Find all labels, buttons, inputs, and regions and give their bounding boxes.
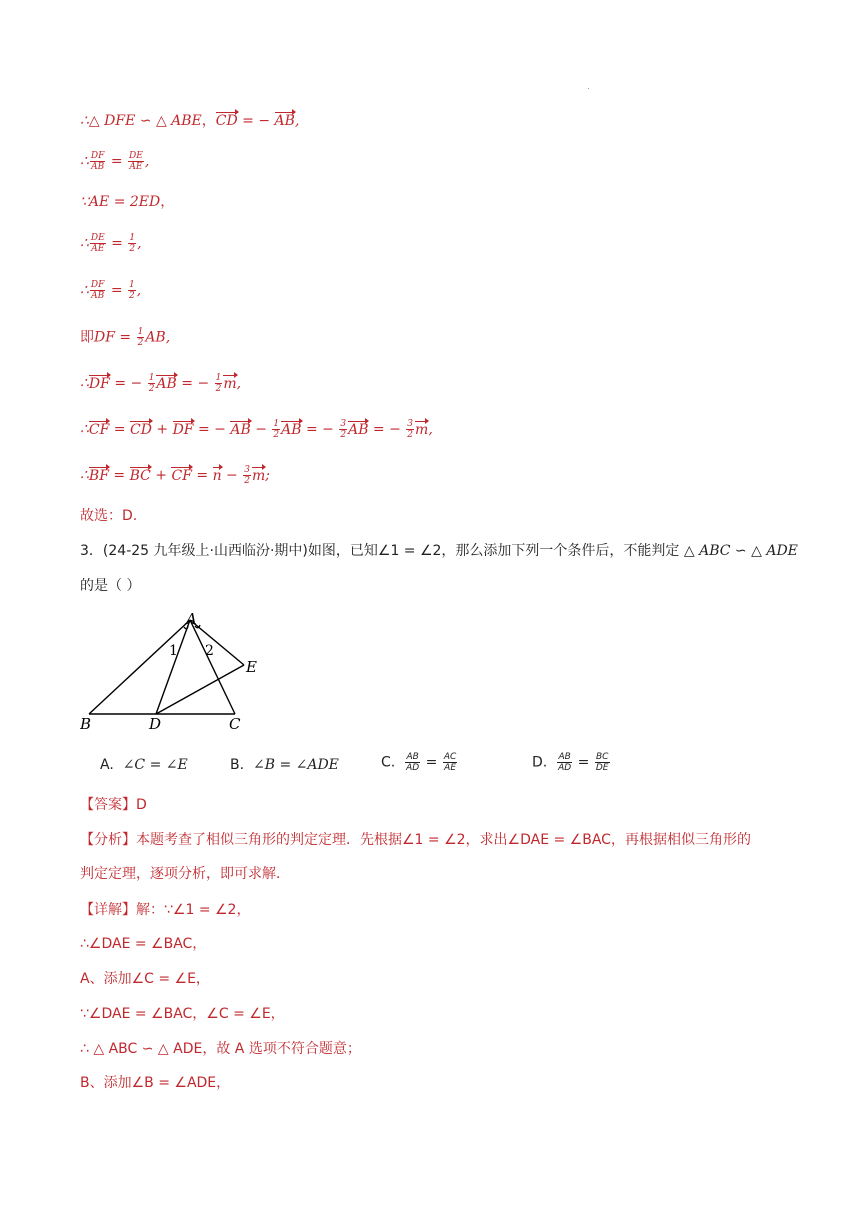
option-b: B. ∠B = ∠ADE bbox=[230, 757, 339, 773]
solution-line-2: ∴ $\frac{DF}{AB}$ = $\frac{DE}{AE}$ , bbox=[80, 151, 150, 172]
label-c: C bbox=[229, 715, 241, 733]
solution-line-6: 即DF = $\frac{1}{2}$ AB, bbox=[80, 327, 171, 348]
line-ab bbox=[89, 620, 190, 714]
detail-line-3: A、添加∠C = ∠E， bbox=[80, 971, 210, 987]
question-line-1: 3．(24-25 九年级上·山西临汾·期中)如图，已知∠1 = ∠2，那么添加下列一个条件后，不能判定 △ ABC ∽ △ ADE bbox=[80, 543, 798, 559]
label-d: D bbox=[149, 715, 162, 733]
solution-line-3: ∵AE = 2ED， bbox=[80, 194, 175, 210]
answer-line: 【答案】D bbox=[80, 797, 147, 813]
fraction: $\frac{DF}{AB}$ bbox=[90, 151, 105, 172]
triangle-diagram bbox=[80, 610, 270, 734]
solution-line-8: ∴CF = CD + DF = − AB − $\frac{1}{2}$ AB = − $\frac{3}{2}$ AB = − $\frac{3}{2}$ m, bbox=[80, 419, 433, 440]
vector-cd: CD bbox=[215, 113, 238, 129]
line-ac bbox=[190, 620, 235, 714]
detail-line-1: 【详解】解：∵∠1 = ∠2， bbox=[80, 902, 251, 918]
label-angle-1: 1 bbox=[169, 643, 178, 659]
solution-line-4: ∴ $\frac{DE}{AE}$ = $\frac{1}{2}$ , bbox=[80, 233, 142, 254]
analysis-line-2: 判定定理，逐项分析，即可求解． bbox=[80, 866, 290, 882]
option-c: C. $\frac{AB}{AD}$ = $\frac{AC}{AE}$ bbox=[381, 752, 457, 773]
vector-ab: AB bbox=[274, 113, 295, 129]
analysis-line-1: 【分析】本题考查了相似三角形的判定定理．先根据∠1 = ∠2，求出∠DAE = ∠BAC，再根据相似三角形的 bbox=[80, 832, 751, 848]
solution-line-9: ∴BF = BC + CF = n − $\frac{3}{2}$ m; bbox=[80, 465, 270, 486]
detail-line-6: B、添加∠B = ∠ADE， bbox=[80, 1075, 231, 1091]
label-angle-2: 2 bbox=[205, 643, 214, 659]
detail-line-5: ∴ △ ABC ∽ △ ADE，故 A 选项不符合题意； bbox=[80, 1041, 361, 1057]
line-ae bbox=[190, 620, 244, 665]
option-d: D. $\frac{AB}{AD}$ = $\frac{BC}{DE}$ bbox=[532, 752, 609, 773]
solution-choice: 故选：D. bbox=[80, 508, 138, 524]
solution-line-1: ∴△ DFE ∽ △ ABE，CD = − AB, bbox=[80, 113, 300, 129]
question-line-2: 的是（ ） bbox=[80, 578, 141, 594]
label-e: E bbox=[246, 658, 257, 676]
line-ad bbox=[156, 620, 190, 714]
detail-line-2: ∴∠DAE = ∠BAC， bbox=[80, 936, 207, 952]
label-b: B bbox=[80, 715, 92, 733]
option-a: A. ∠C = ∠E bbox=[100, 757, 188, 773]
page-dot bbox=[588, 88, 589, 89]
detail-line-4: ∵∠DAE = ∠BAC，∠C = ∠E， bbox=[80, 1006, 285, 1022]
label-a: A bbox=[186, 610, 197, 628]
diagram-lines bbox=[89, 620, 244, 714]
fraction: $\frac{DE}{AE}$ bbox=[129, 151, 143, 172]
solution-line-5: ∴ $\frac{DF}{AB}$ = $\frac{1}{2}$ , bbox=[80, 280, 142, 301]
solution-line-7: ∴DF = − $\frac{1}{2}$ AB = − $\frac{1}{2}$ m, bbox=[80, 373, 242, 394]
